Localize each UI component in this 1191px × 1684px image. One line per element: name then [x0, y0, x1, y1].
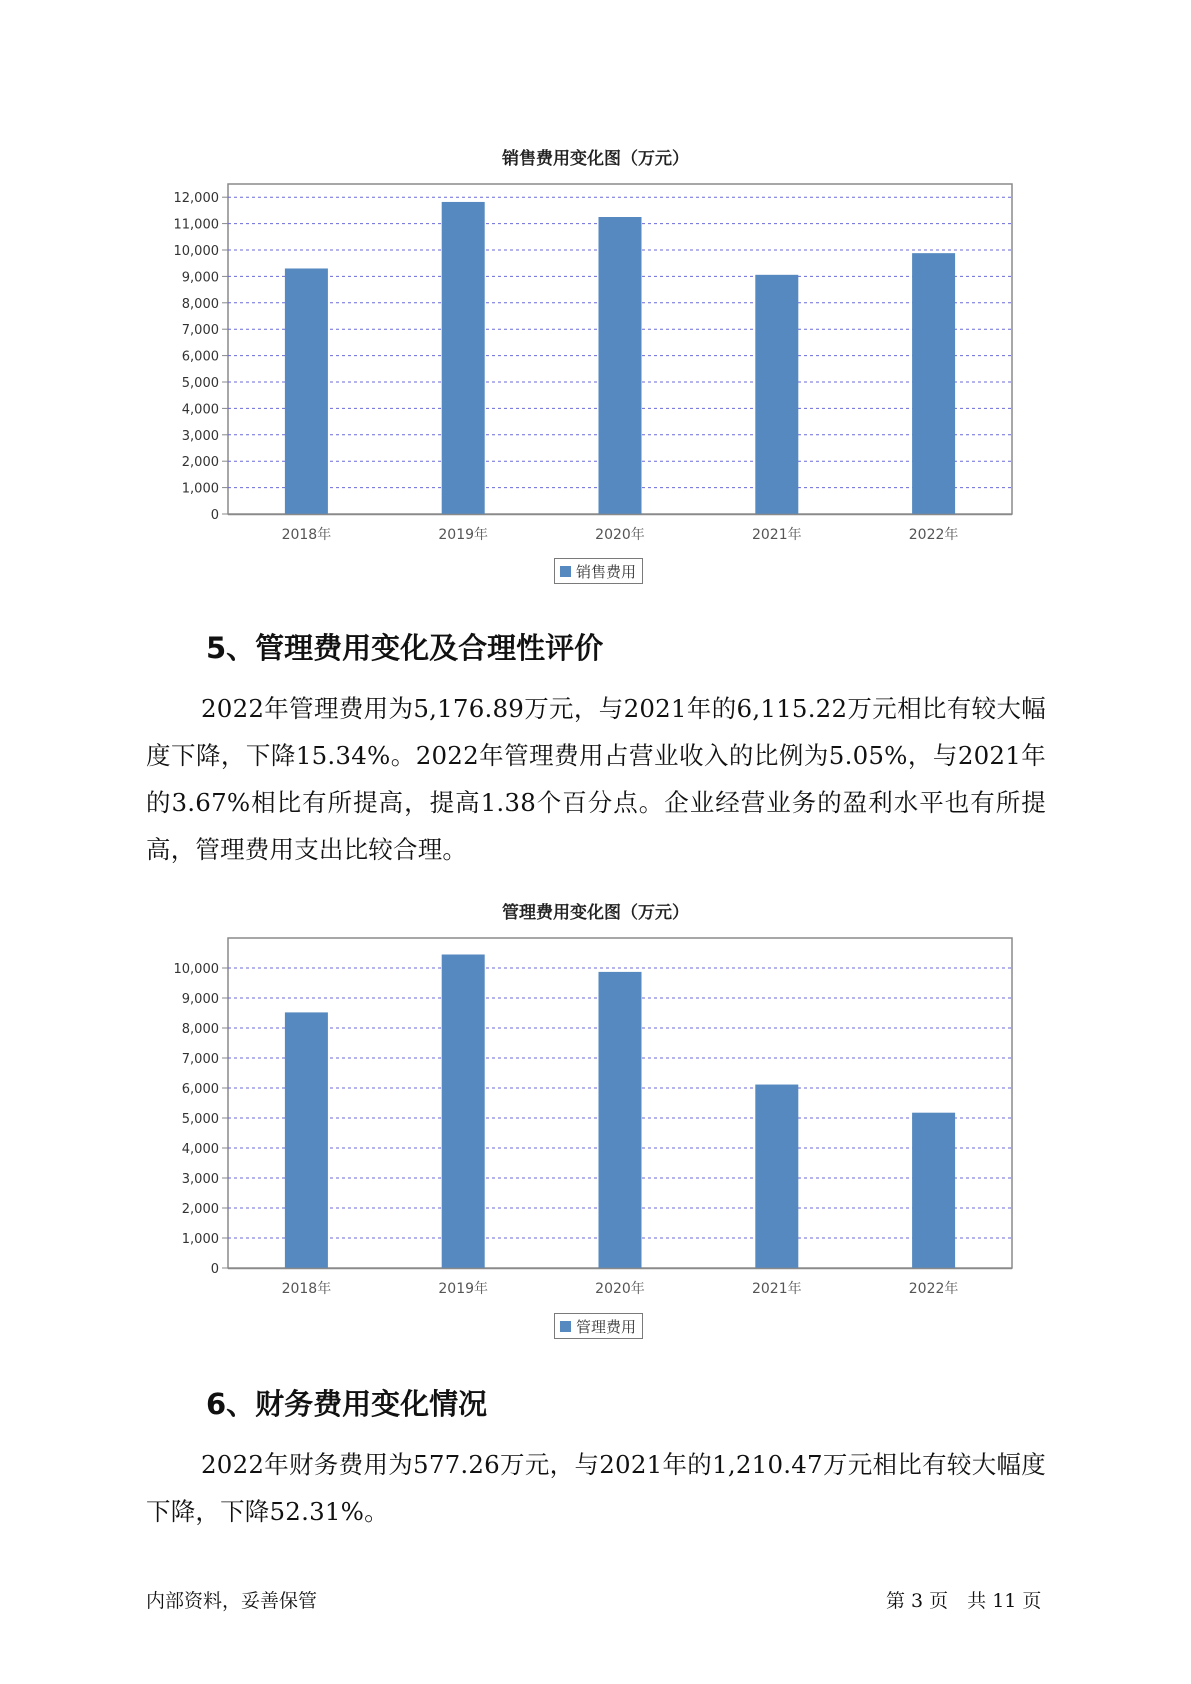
chart1-ytick-label: 12,000	[173, 191, 219, 207]
section-5-paragraph: 2022年管理费用为5,176.89万元，与2021年的6,115.22万元相比有较大幅度下降，下降15.34%。2022年管理费用占营业收入的比例为5.05%，与2021年的3.67%相比有所提高，提高1.38个百分点。企业经营业务的盈利水平也有所提高，管理费用支出比较合理。	[146, 694, 1046, 864]
chart1-ytick-label: 10,000	[173, 244, 219, 259]
chart1-ytick-label: 9,000	[181, 270, 219, 286]
chart2-ytick-label: 3,000	[181, 1172, 219, 1187]
chart2-ytick-label: 4,000	[181, 1142, 219, 1157]
chart2-ytick-label: 1,000	[181, 1232, 219, 1247]
chart2-ytick-label: 2,000	[181, 1202, 219, 1217]
chart2-xtick-label: 2019年	[438, 1281, 489, 1297]
chart2-ytick-label: 9,000	[181, 992, 219, 1007]
chart1-ytick-label: 11,000	[173, 217, 219, 233]
chart2-legend-swatch	[560, 1321, 571, 1332]
chart1-legend-label: 销售费用	[576, 562, 637, 581]
chart1-xtick-label: 2022年	[908, 527, 959, 543]
chart1-ytick-label: 4,000	[181, 402, 219, 418]
chart2-ytick-label: 10,000	[173, 962, 219, 977]
chart1-xtick-label: 2019年	[438, 527, 489, 543]
chart1-title: 销售费用变化图（万元）	[502, 149, 689, 169]
chart2-legend-label: 管理费用	[576, 1317, 637, 1336]
chart2-ytick-label: 8,000	[181, 1022, 219, 1037]
chart2-xtick-label: 2022年	[908, 1281, 959, 1297]
chart1-ytick-label: 7,000	[181, 323, 219, 339]
chart2-title: 管理费用变化图（万元）	[502, 903, 689, 923]
chart2-bar	[285, 1012, 328, 1268]
chart1-legend	[554, 558, 643, 584]
chart1-ytick-label: 6,000	[181, 349, 219, 365]
chart2-legend	[554, 1313, 643, 1339]
chart1-xtick-label: 2020年	[595, 527, 645, 543]
chart2-ytick-label: 7,000	[181, 1052, 219, 1067]
chart1-ytick-label: 1,000	[181, 481, 219, 497]
chart1-ytick-label: 8,000	[181, 296, 219, 312]
chart1-xtick-label: 2018年	[281, 527, 332, 543]
chart2-ytick-label: 0	[210, 1262, 219, 1277]
chart2-ytick-label: 6,000	[181, 1082, 219, 1097]
chart1-legend-swatch	[560, 566, 571, 577]
footer-page-number: 第 3 页 共 11 页	[886, 1590, 1042, 1612]
chart1-bar	[912, 253, 955, 514]
chart2-ytick-label: 5,000	[181, 1112, 219, 1127]
chart2-xtick-label: 2020年	[595, 1281, 645, 1297]
chart2-bar	[599, 972, 642, 1268]
section-6-paragraph: 2022年财务费用为577.26万元，与2021年的1,210.47万元相比有较大幅度下降，下降52.31%。	[146, 1450, 1046, 1526]
chart2-bar	[912, 1113, 955, 1268]
chart2-bar	[442, 955, 485, 1269]
chart1-ytick-label: 5,000	[181, 376, 219, 391]
chart1-bar	[755, 275, 798, 514]
footer-confidential: 内部资料，妥善保管	[146, 1590, 318, 1612]
chart2-xtick-label: 2018年	[281, 1281, 332, 1297]
section-6-heading: 6、财务费用变化情况	[206, 1387, 488, 1421]
chart2-xtick-label: 2021年	[751, 1281, 802, 1297]
chart1-ytick-label: 2,000	[181, 455, 219, 471]
chart1-xtick-label: 2021年	[751, 527, 802, 543]
chart1-bar	[285, 268, 328, 514]
chart2-bar	[755, 1085, 798, 1268]
admin-expense-chart	[0, 924, 1191, 1297]
chart1-bar	[599, 217, 642, 514]
chart1-ytick-label: 3,000	[181, 428, 219, 444]
chart1-ytick-label: 0	[210, 508, 219, 523]
section-5-heading: 5、管理费用变化及合理性评价	[206, 631, 604, 665]
chart1-bar	[442, 202, 485, 514]
sales-expense-chart	[0, 170, 1191, 543]
